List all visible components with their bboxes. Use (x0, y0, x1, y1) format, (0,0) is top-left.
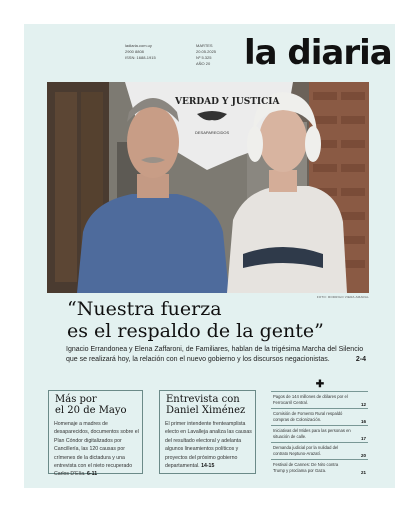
date: 20.05.2025 (196, 49, 217, 54)
plus-icon: ✚ (315, 379, 325, 390)
box-page-ref: 14-15 (201, 463, 215, 470)
box-title-line-2: Daniel Ximénez (166, 405, 246, 416)
index-item-text: Comisión de Fomento Rural respaldó compras de Colonización. (273, 411, 343, 422)
index-item-page: 21 (360, 470, 366, 475)
box-title (55, 394, 143, 416)
index-item-page: 16 (360, 419, 366, 424)
box-body-text: El primer intendente frenteamplista electo en Lavalleja analiza las causas del resultado electoral y adelanta algunos lineamientos políticos y proyectos del próximo gobierno departamental. (165, 421, 252, 470)
index-item[interactable] (271, 408, 368, 425)
headline-line-2: es el respaldo de la gente” (67, 320, 324, 342)
box-title-line-2: el 20 de Mayo (55, 405, 127, 416)
main-headline[interactable] (67, 298, 357, 342)
masthead-logo: la diaria (244, 33, 392, 73)
photo-credit: FOTO: RODRIGO VIERA AMARAL (316, 295, 369, 299)
masthead-left-info (125, 43, 156, 61)
box-body-text: Homenaje a madres de desaparecidos, documentos sobre el Plan Cóndor digitalizados por Cancillería, las 120 causas por crímenes de la dictadura y una entrevista con el nieto recuperado Carlos D'Elía. (54, 421, 139, 478)
box-page-ref: 6-11 (87, 471, 98, 478)
box-title (166, 394, 254, 416)
banner-text: VERDAD Y JUSTICIA (175, 97, 280, 107)
box-body (165, 420, 253, 470)
index-item[interactable] (271, 425, 368, 442)
website: ladiaria.com.uy (125, 43, 152, 48)
phone: 2900 8808 (125, 49, 144, 54)
weekday: MARTES (196, 43, 213, 48)
story-box-20-de-mayo[interactable] (48, 390, 143, 478)
index-item-text: Pagos de 144 millones de dólares por el Ferrocarril Central. (273, 394, 348, 405)
masthead-right-info (196, 43, 216, 67)
box-title-line-1: Más por (55, 394, 97, 405)
issn: ISSN: 1688-1915 (125, 55, 156, 60)
headline-line-1: “Nuestra fuerza (67, 298, 222, 320)
index-item-page: 12 (360, 402, 366, 407)
index-item-page: 17 (360, 436, 366, 441)
index-item[interactable] (271, 442, 368, 459)
index-item[interactable] (271, 391, 368, 408)
index-item-text: Iniciativas del Mides para las personas en situación de calle. (273, 428, 351, 439)
box-body (54, 420, 140, 479)
box-title-line-1: Entrevista con (166, 394, 240, 405)
story-box-ximenez[interactable] (159, 390, 256, 474)
index-item[interactable] (271, 459, 368, 476)
deck-text: Ignacio Errandonea y Elena Zaffaroni, de Familiares, hablan de la trigésima Marcha del Silencio que se realizará hoy, la relación con el nuevo gobierno y los discursos negacionistas. (66, 346, 364, 363)
index-item-page: 20 (360, 453, 366, 458)
banner-sub: DESAPARECIDOS (195, 130, 230, 135)
deck-page-ref: 2-4 (355, 355, 366, 363)
cover-photo (47, 82, 369, 293)
index-list (271, 391, 368, 475)
index-item-text: Demanda judicial por la nulidad del contrato Neptuno-Arazatí. (273, 445, 339, 456)
main-deck (66, 345, 366, 364)
index-item-text: Festival de Cannes: De Niro contra Trump y proclama por Gaza. (273, 462, 339, 473)
year: AÑO 20 (196, 61, 211, 66)
issue-number: Nº 5.325 (196, 55, 212, 60)
